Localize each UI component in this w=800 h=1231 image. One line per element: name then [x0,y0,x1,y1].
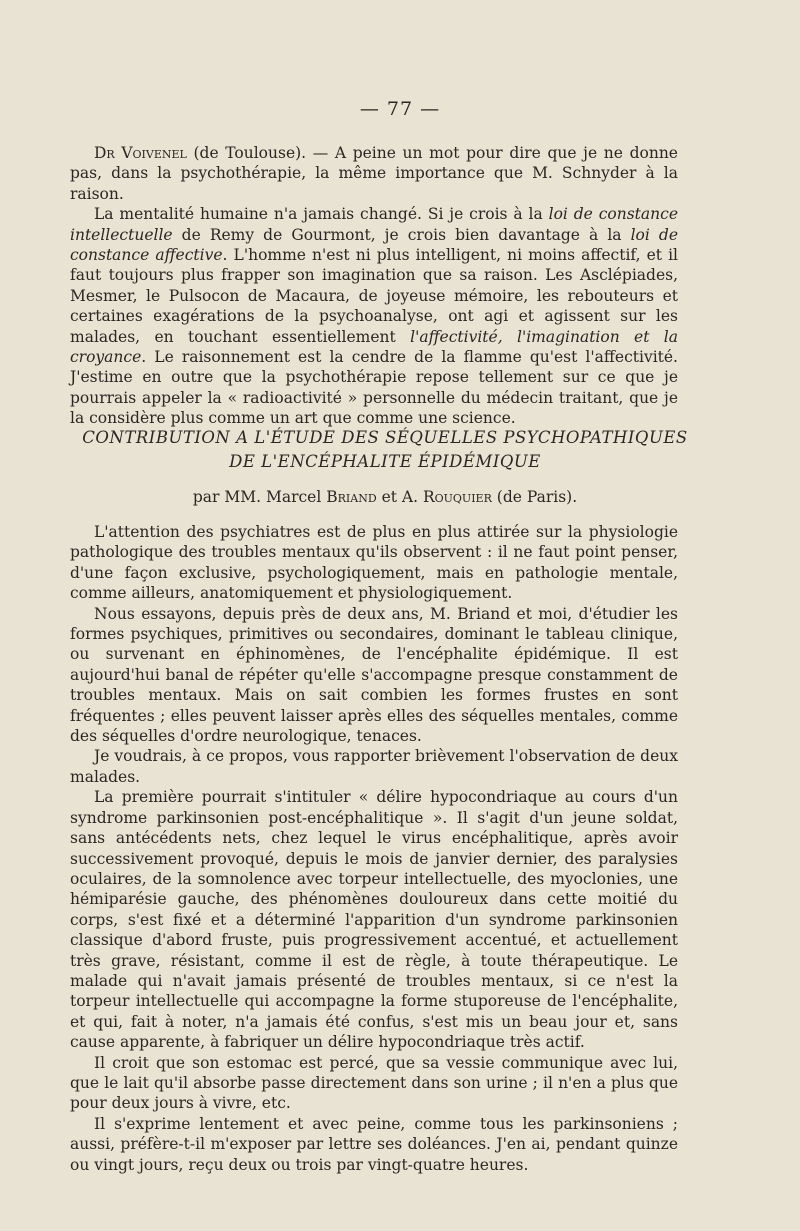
text-span: La mentalité humaine n'a jamais changé. Si je crois à la [94,205,549,224]
italic-span: loi de constance affective [70,225,679,265]
byline-text: par MM. Marcel [192,488,327,506]
byline [70,488,700,506]
body-paragraph: Nous essayons, depuis près de deux ans, M. Briand et moi, d'étudier les formes psychiques, primitives ou secondaires, dominant le tableau clinique, ou survenant en éphinomènes, de l'encéphalite épidémique. Il est aujourd'hui banal de répéter qu'elle s'accompagne presque constamment de troubles mentaux. Mais on sait combien les formes frustes en sont fréquentes ; elles peuvent laisser après elles des séquelles mentales, comme des séquelles d'ordre neurologique, tenaces. [70,604,678,746]
body-paragraph: L'attention des psychiatres est de plus en plus attirée sur la physiologie pathologique des troubles mentaux qu'ils observent : il ne faut point penser, d'une façon exclusive, psychologiquement, mais en pathologie mentale, comme ailleurs, anatomiquement et physiologiquement. [70,523,678,603]
author-name: Rouquier [422,488,492,506]
body-paragraph: La première pourrait s'intituler « délire hypocondriaque au cours d'un syndrome parkinsonien post-encéphalitique ». Il s'agit d'un jeune soldat, sans antécédents nets, chez lequel le virus encéphalitique, après avoir successivement provoqué, depuis le mois de janvier dernier, des paralysies oculaires, de la somnolence avec torpeur intellectuelle, des myoclonies, une hémiparésie gauche, des phénomènes douloureux dans cette moitié du corps, s'est fixé et a déterminé l'apparition d'un syndrome parkinsonien classique d'abord fruste, puis progressivement accentué, et actuellement très grave, résistant, comme il est de règle, à toute thérapeutique. Le malade qui n'avait jamais présenté de troubles mentaux, si ce n'est la torpeur intellectuelle qui accompagne la forme stuporeuse de l'encéphalite, et qui, fait à noter, n'a jamais été confus, s'est mis un beau jour et, sans cause apparente, à fabriquer un délire hypocondriaque très actif. [70,788,678,1052]
section-title-line-1: CONTRIBUTION A L'ÉTUDE DES SÉQUELLES PSYCHOPATHIQUES [82,428,688,447]
section-title [70,426,700,474]
intro-paragraph-1-text: (de Toulouse). — A peine un mot pour dire que je ne donne pas, dans la psychothérapie, la même importance que M. Schnyder à la raison. [70,144,678,203]
author-name: Dr Voivenel [94,144,187,162]
page-number: — 77 — [359,98,441,120]
author-name: Briand [326,488,377,506]
intro-paragraph-2 [70,204,678,428]
intro-text [70,143,678,429]
text-span: . L'homme n'est ni plus intelligent, ni moins affectif, et il faut toujours plus frapper son imagination que sa raison. Les Asclépiades, Mesmer, le Pulsocon de Macaura, de joyeuse mémoire, les rebouteurs et certaines exagérations de la psychoanalyse, ont agi et agissent sur les malades, en touchant essentiellement [70,246,679,346]
article-body [70,522,678,1175]
body-paragraph: Je voudrais, à ce propos, vous rapporter brièvement l'observation de deux malades. [70,747,678,786]
italic-span: loi de constance intellectuelle [70,205,678,244]
text-span: . Le raisonnement est la cendre de la flamme qu'est l'affectivité. J'estime en outre que la psychothérapie repose tellement sur ce que je pourrais appeler la « radioactivité » personnelle du médecin traitant, que je la considère plus comme un art que comme une science. [70,348,678,428]
byline-text: (de Paris). [491,488,578,506]
body-paragraph: Il croit que son estomac est percé, que sa vessie communique avec lui, que le lait qu'il absorbe passe directement dans son urine ; il n'en a plus que pour deux jours à vivre, etc. [70,1053,678,1113]
body-paragraph: Il s'exprime lentement et avec peine, comme tous les parkinsoniens ; aussi, préfère-t-il m'exposer par lettre ses doléances. J'en ai, pendant quinze ou vingt jours, reçu deux ou trois par vingt-quatre heures. [70,1114,678,1174]
text-span: de Remy de Gourmont, je crois bien davantage à la [172,225,631,244]
section-title-line-2: DE L'ENCÉPHALITE ÉPIDÉMIQUE [229,452,541,471]
byline-text: et A. [376,488,423,506]
italic-span: l'affectivité, l'imagination et la croyance [70,327,679,367]
intro-paragraph-1 [70,143,678,204]
